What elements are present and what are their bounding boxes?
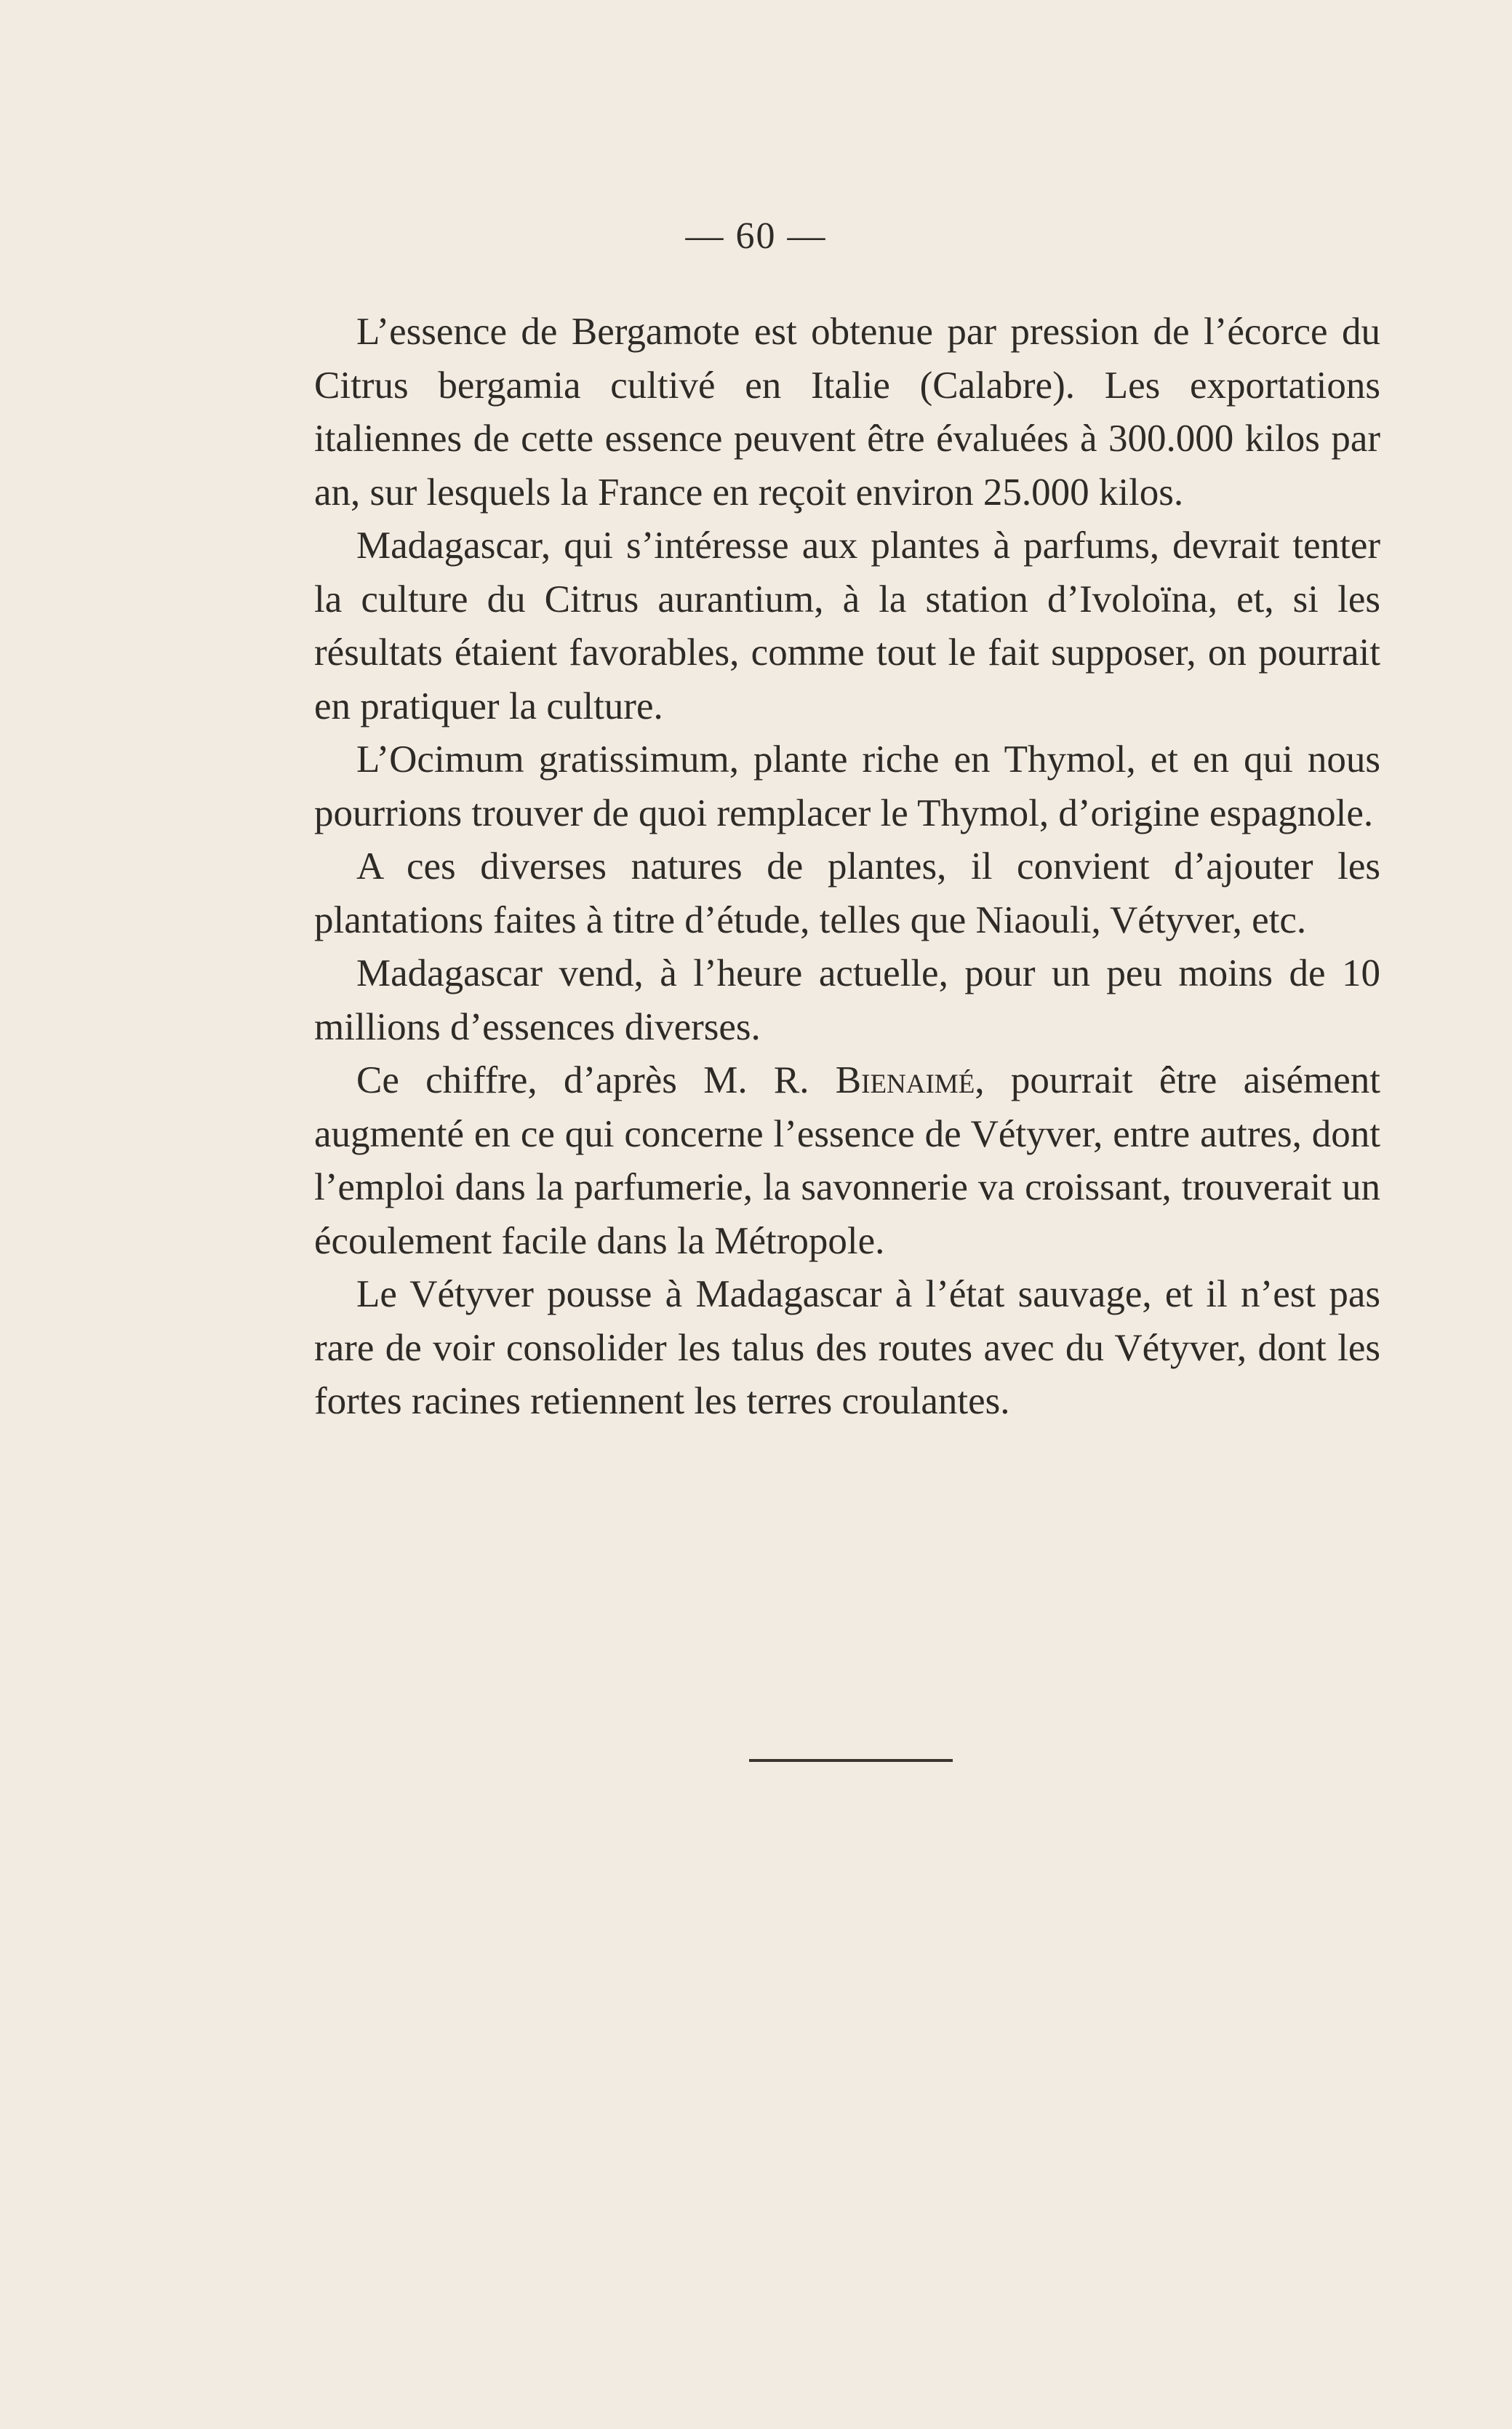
page-number: — 60 —	[685, 215, 827, 257]
paragraph-vetyver-chiffre	[314, 1054, 1380, 1268]
paragraph-bergamote: L’essence de Bergamote est obtenue par pression de l’écorce du Citrus bergamia cultivé en Italie (Calabre). Les exportations italiennes de cette essence peuvent être évaluées à 300.000 kilos par an, sur lesquels la France en reçoit environ 25.000 kilos.	[314, 311, 1380, 514]
paragraph-vetyver-sauvage: Le Vétyver pousse à Madagascar à l’état sauvage, et il n’est pas rare de voir consolider les talus des routes avec du Vétyver, dont les fortes racines retiennent les terres croulantes.	[314, 1273, 1380, 1422]
body-text	[314, 306, 1380, 1429]
end-divider	[749, 1759, 953, 1762]
paragraph-citrus-aurantium: Madagascar, qui s’intéresse aux plantes à parfums, devrait tenter la culture du Citrus aurantium, à la station d’Ivoloïna, et, si les résultats étaient favorables, comme tout le fait supposer, on pourrait en pratiquer la culture.	[314, 525, 1380, 727]
paragraph-text-after-name: , pourrait être aisément augmenté en ce qui concerne l’essence de Vétyver, entre autres, dont l’emploi dans la parfumerie, la savonnerie va croissant, trouverait un écoulement facile dans la Métropole.	[314, 1059, 1380, 1262]
paragraph-ocimum: L’Ocimum gratissimum, plante riche en Thymol, et en qui nous pourrions trouver de quoi remplacer le Thymol, d’origine espagnole.	[314, 738, 1380, 834]
author-name: Bienaimé	[835, 1059, 975, 1101]
paragraph-plantations: A ces diverses natures de plantes, il convient d’ajouter les plantations faites à titre d’étude, telles que Niaouli, Vétyver, etc.	[314, 845, 1380, 941]
paragraph-madagascar-sales: Madagascar vend, à l’heure actuelle, pour un peu moins de 10 millions d’essences diverses.	[314, 952, 1380, 1048]
paragraph-text-before-name: Ce chiffre, d’après M. R.	[356, 1059, 836, 1101]
